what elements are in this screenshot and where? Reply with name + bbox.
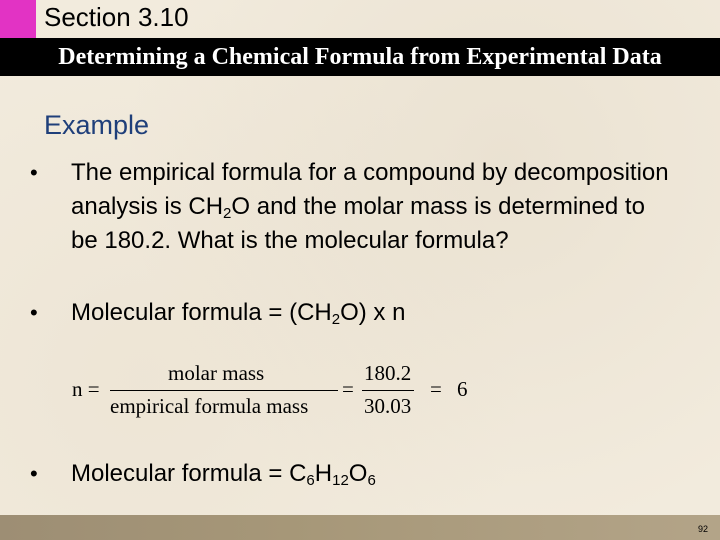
eq-den-value: 30.03 [364,394,412,418]
bullet-dot: • [30,461,38,486]
section-label: Section 3.10 [44,2,189,32]
eq-fraction-bar [110,390,338,391]
section-accent-block [0,0,36,38]
eq-equals-1: = [342,377,354,401]
bullet-answer [30,457,670,491]
title-bar [0,38,720,76]
bullet-answer-text: Molecular formula = $C_6H_{12}O_6$ [71,460,376,489]
eq-result: 6 [457,377,468,401]
bullet-formula-definition-text: Molecular formula = $(CH_2O)$ x n [71,299,406,328]
example-heading: Example [44,110,150,140]
n-equation [72,360,492,420]
eq-denominator: empirical formula mass [110,394,309,418]
footer-bar [0,515,720,540]
eq-equals-2: = [430,377,442,401]
eq-num-value: 180.2 [364,361,412,385]
eq-value-bar [362,390,414,391]
bullet-question-text: The empirical formula for a compound by decomposition analysis is $CH_2O$ and the molar mass is determined to be 180.2. What is the molecular formula? [71,159,669,254]
eq-numerator: molar mass [168,361,265,385]
eq-lhs: n = [72,377,100,401]
slide-title: Determining a Chemical Formula from Experimental Data [58,44,662,70]
page-number: 92 [697,524,708,534]
bullet-formula-definition [30,296,670,330]
bullet-dot: • [30,300,38,325]
bullet-dot: • [30,160,38,185]
bullet-question [30,156,670,258]
